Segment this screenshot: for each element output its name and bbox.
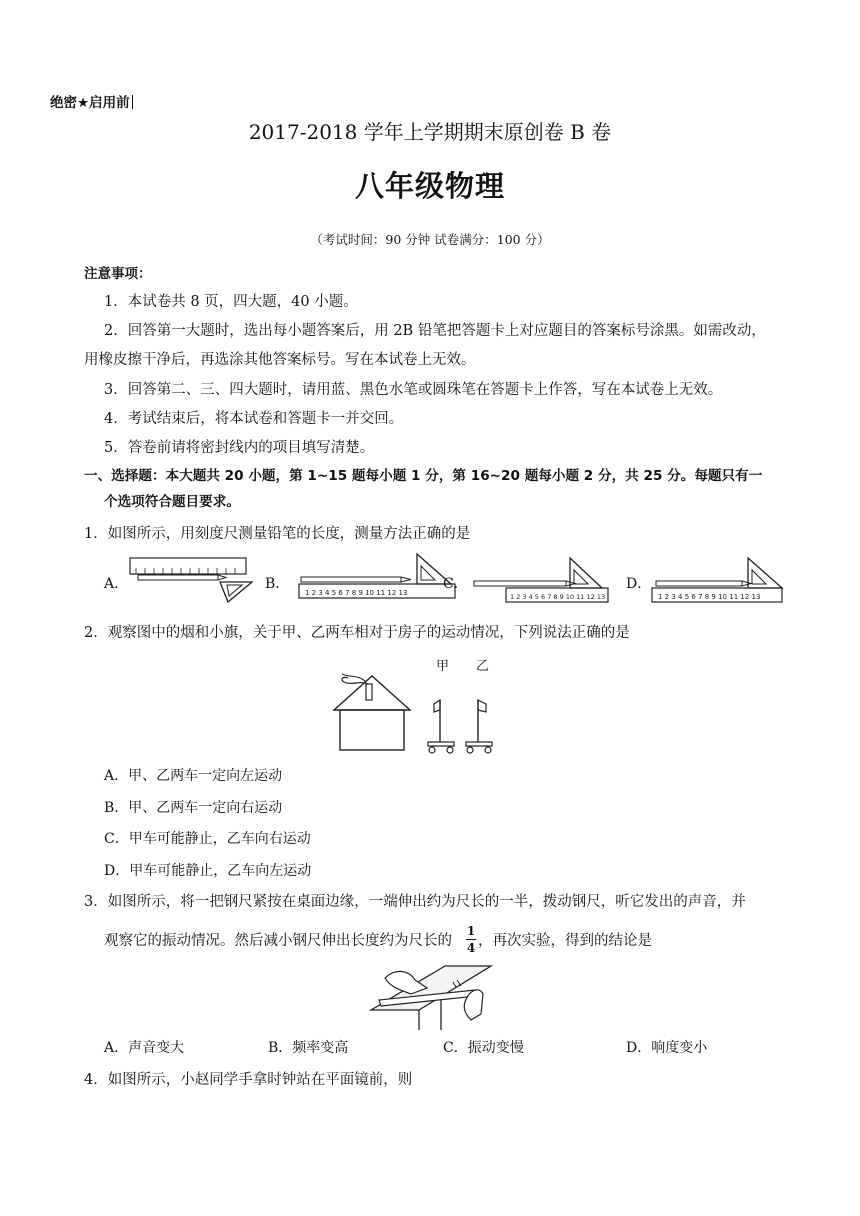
q1-figure-b [295,552,460,602]
notice-heading: 注意事项： [84,266,152,282]
flag-jia [434,700,440,712]
q3-stem-line2a: 观察它的振动情况。然后减小钢尺伸出长度约为尺长的 [104,933,452,949]
q2-option-b: B．甲、乙两车一定向右运动 [104,800,283,816]
car-yi [466,742,492,746]
q1-option-c: C． [443,576,468,592]
q1-option-d: D． [626,576,652,592]
q1-option-b: B． [265,576,290,592]
exam-info: （考试时间：90 分钟 试卷满分：100 分） [310,232,550,247]
exam-title: 2017-2018 学年上学期期末原创卷 B 卷 [248,120,612,144]
fraction-denominator: 4 [466,941,476,955]
section1-title-cont: 个选项符合题目要求。 [104,494,240,510]
q1-ruler-ticks-d: 1 2 3 4 5 6 7 8 9 10 11 12 13 [658,593,761,601]
q2-figure [330,652,530,767]
q3-option-c: C．振动变慢 [443,1040,524,1056]
q3-option-b: B．频率变高 [268,1040,349,1056]
flag-yi [478,700,486,712]
section1-title: 一、选择题：本大题共 20 小题，第 1~15 题每小题 1 分，第 16~20 题每小题 2 分，共 25 分。每题只有一 [84,468,763,484]
q4-stem: 4．如图所示，小赵同学手拿时钟站在平面镜前，则 [84,1072,413,1088]
q1-ruler-ticks-c: 1 2 3 4 5 6 7 8 9 10 11 12 13 [510,593,606,601]
q3-stem-line1: 3．如图所示，将一把钢尺紧按在桌面边缘，一端伸出约为尺长的一半，拨动钢尺，听它发出的声音，并 [84,894,746,910]
subject-title: 八年级物理 [354,169,505,203]
q3-stem-line2b: ，再次实验，得到的结论是 [478,933,652,949]
notice-item-5: 5．答卷前请将密封线内的项目填写清楚。 [104,440,375,456]
q1-stem: 1．如图所示，用刻度尺测量铅笔的长度，测量方法正确的是 [84,526,471,542]
notice-item-3: 3．回答第二、三、四大题时，请用蓝、黑色水笔或圆珠笔在答题卡上作答，写在本试卷上无效。 [104,382,723,398]
q1-ruler-ticks-b: 1 2 3 4 5 6 7 8 9 10 11 12 13 [305,589,408,597]
car-label-yi: 乙 [476,659,490,674]
fraction-numerator: 1 [466,924,476,938]
q3-option-d: D．响度变小 [626,1040,708,1056]
notice-item-2-cont: 用橡皮擦干净后，再选涂其他答案标号。写在本试卷上无效。 [84,352,476,368]
secret-label: 绝密★启用前 [50,91,133,111]
cursor-bar [132,95,134,109]
q1-option-a: A． [104,576,129,592]
car-jia [428,742,454,746]
q2-option-c: C．甲车可能静止，乙车向右运动 [104,831,311,847]
q2-option-d: D．甲车可能静止，乙车向左运动 [104,863,312,879]
q1-figure-c [472,556,612,606]
q3-figure [365,960,495,1032]
q2-stem: 2．观察图中的烟和小旗，关于甲、乙两车相对于房子的运动情况，下列说法正确的是 [84,625,630,641]
car-label-jia: 甲 [436,659,450,674]
notice-item-2: 2．回答第一大题时，选出每小题答案后，用 2B 铅笔把答题卡上对应题目的答案标号涂黑。如需改动， [104,323,766,339]
q1-figure-a [128,556,263,606]
notice-item-1: 1．本试卷共 8 页，四大题，40 小题。 [104,294,358,310]
chimney [366,684,372,700]
q2-option-a: A．甲、乙两车一定向左运动 [104,768,283,784]
house-body [340,710,404,750]
q3-option-a: A．声音变大 [104,1040,185,1056]
notice-item-4: 4．考试结束后，将本试卷和答题卡一并交回。 [104,411,404,427]
q1-figure-d [650,556,790,606]
